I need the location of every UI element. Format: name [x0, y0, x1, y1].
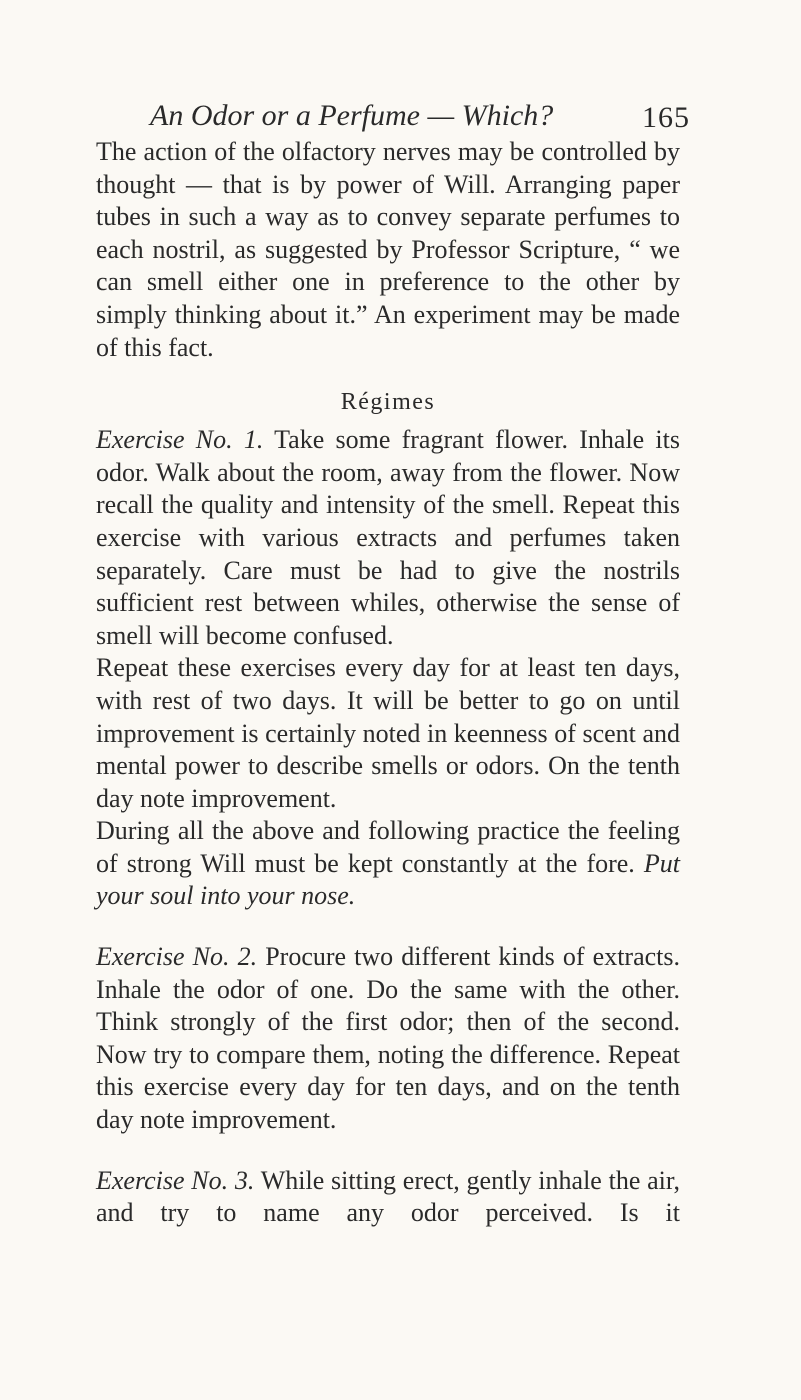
spacer [96, 913, 680, 941]
during-text: During all the above and following practice the feeling of strong Will must be kept constantly at the fore. [96, 816, 680, 878]
exercise-1-label: Exercise No. 1. [96, 425, 264, 455]
during-emphasis: Put your soul into your nose. [96, 848, 680, 911]
page-number: 165 [642, 101, 690, 134]
exercise-2-text: Procure two different kinds of extracts. Inhale the odor of one. Do the same with the other. Think strongly of the first odor; then of the second. Now try to compare them, noting the difference. Repeat this exercise every day for ten days, and on the tenth day note improvement. [96, 942, 680, 1135]
running-head [150, 96, 690, 136]
exercise-1-text: Take some fragrant flower. Inhale its odor. Walk about the room, away from the flower. Now recall the quality and intensity of the smell. Repeat this exercise with various extracts and perfumes taken separately. Care must be had to give the nostrils sufficient rest between whiles, otherwise the sense of smell will become confused. [96, 425, 680, 650]
paragraph-repeat: Repeat these exercises every day for at least ten days, with rest of two days. It will be better to go on until improvement is certainly noted in keenness of scent and mental power to describe smells or odors. On the tenth day note improvement. [96, 653, 680, 813]
spacer [96, 1137, 680, 1165]
paragraph-exercise-1 [96, 424, 680, 652]
paragraph-exercise-3 [96, 1165, 680, 1230]
running-title: An Odor or a Perfume — Which? [150, 99, 554, 132]
exercise-3-text: While sitting erect, gently inhale the air, and try to name any odor perceived. Is it [96, 1165, 681, 1228]
body-text [96, 136, 680, 1230]
paragraph-exercise-2 [96, 941, 680, 1137]
exercise-3-label: Exercise No. 3. [96, 1165, 255, 1195]
section-heading-regimes: Régimes [340, 389, 436, 416]
exercise-2-label: Exercise No. 2. [96, 942, 258, 972]
paragraph-during [96, 815, 680, 913]
paragraph-olfactory-nerves: The action of the olfactory nerves may be controlled by thought — that is by power of Will. Arranging paper tubes in such a way as to convey separate perfumes to each nostril, as suggested by Professor Scripture, “ we can smell either one in preference to the other by simply thinking about it.” An experiment may be made of this fact. [96, 137, 680, 362]
